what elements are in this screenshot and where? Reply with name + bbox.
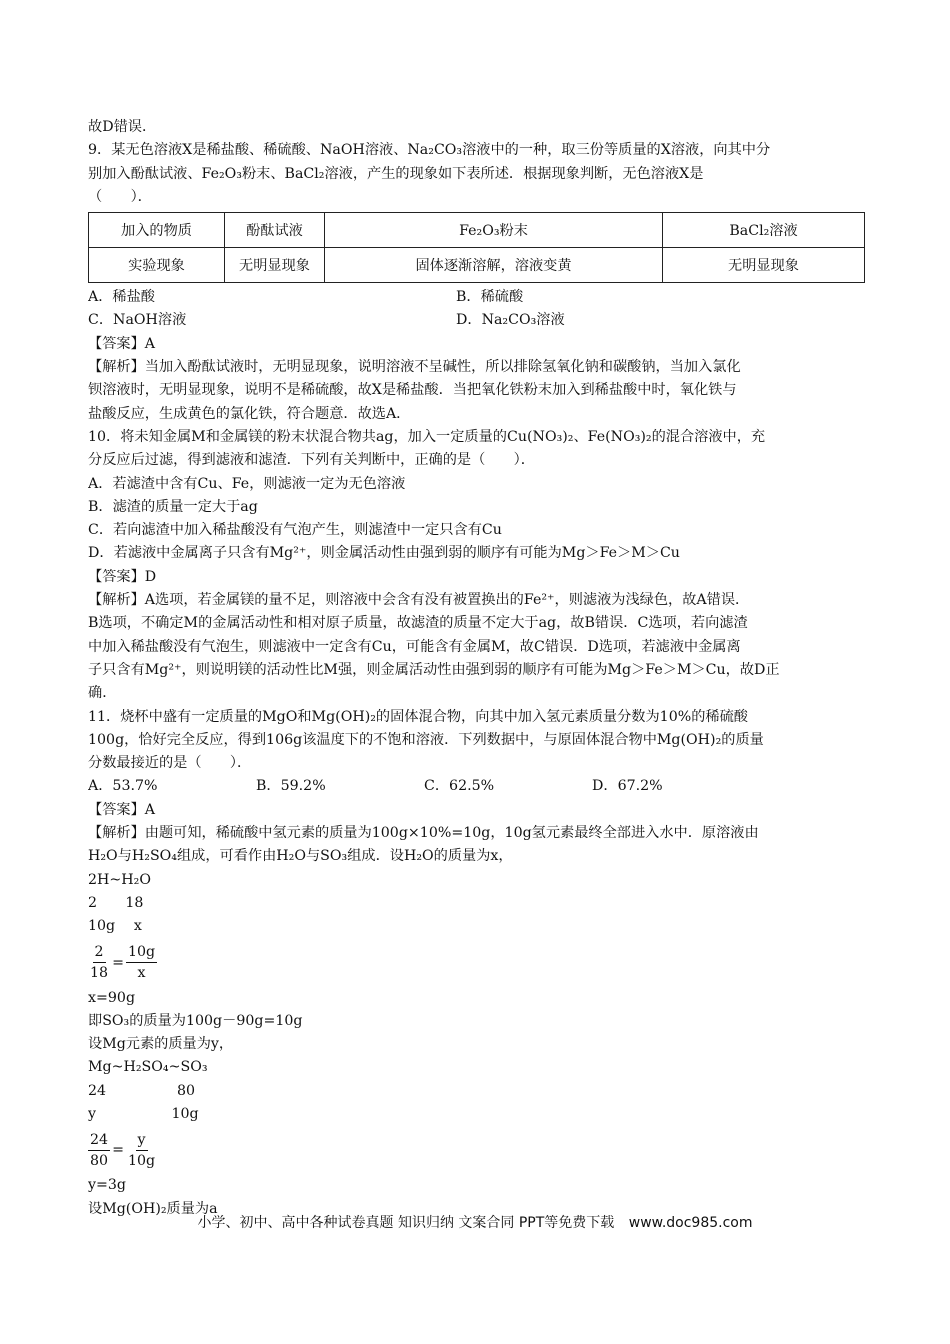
- option-a: A．稀盐酸: [88, 289, 155, 306]
- option-c: C．NaOH溶液: [88, 312, 187, 329]
- table-cell: 无明显现象: [225, 248, 325, 283]
- option-b: B．滤渣的质量一定大于ag: [88, 498, 258, 515]
- table-cell: 无明显现象: [663, 248, 865, 283]
- option-d: D．Na₂CO₃溶液: [456, 312, 565, 329]
- calc-line: 24 80: [88, 1082, 196, 1099]
- fraction-left: [88, 942, 110, 983]
- fraction-equation: [88, 939, 870, 987]
- question-10-stem: 10．将未知金属M和金属镁的粉末状混合物共ag，加入一定质量的Cu(NO₃)₂、Fe(NO₃)₂的混合溶液中，充: [88, 428, 766, 445]
- footer-link[interactable]: www.doc985.com: [628, 1215, 753, 1231]
- calc-line: 2H~H₂O: [88, 871, 151, 888]
- calc-line: y=3g: [88, 1177, 127, 1194]
- denominator: 80: [90, 1152, 109, 1169]
- question-9-stem: 别加入酚酞试液、Fe₂O₃粉末、BaCl₂溶液，产生的现象如下表所述．根据现象判断，无色溶液X是: [88, 165, 704, 182]
- equals-sign: =: [112, 954, 124, 971]
- denominator: 18: [90, 965, 109, 981]
- numerator: y: [136, 1130, 148, 1151]
- option-d: D．67.2%: [592, 778, 663, 795]
- question-9-stem: 9．某无色溶液X是稀盐酸、稀硫酸、NaOH溶液、Na₂CO₃溶液中的一种，取三份等质量的X溶液，向其中分: [88, 142, 771, 159]
- numerator: 24: [88, 1130, 110, 1151]
- observation-table: [88, 212, 865, 283]
- calc-line: 2 18: [88, 894, 144, 911]
- denominator: 10g: [127, 1152, 156, 1169]
- fraction-left: [88, 1130, 110, 1171]
- explanation: 【解析】由题可知，稀硫酸中氢元素的质量为100g×10%=10g，10g氢元素最终全部进入水中．原溶液由: [88, 825, 759, 842]
- table-row: [89, 213, 865, 248]
- explanation: B选项，不确定M的金属活动性和相对原子质量，故滤渣的质量不定大于ag，故B错误．C选项，若向滤渣: [88, 615, 748, 632]
- calc-line: Mg~H₂SO₄~SO₃: [88, 1059, 208, 1076]
- table-cell: 实验现象: [89, 248, 225, 283]
- table-cell: 酚酞试液: [225, 213, 325, 248]
- question-9-stem: （ ）．: [88, 188, 152, 205]
- answer: 【答案】D: [88, 568, 157, 585]
- question-10-stem: 分反应后过滤，得到滤液和滤渣．下列有关判断中，正确的是（ ）．: [88, 452, 535, 469]
- question-11-stem: 100g，恰好完全反应，得到106g该温度下的不饱和溶液．下列数据中，与原固体混合物中Mg(OH)₂的质量: [88, 731, 764, 748]
- table-cell: 加入的物质: [89, 213, 225, 248]
- question-9-options: [88, 309, 870, 332]
- text-line: 故D错误．: [88, 119, 157, 135]
- option-a: A．53.7%: [88, 778, 158, 795]
- question-9-options: [88, 286, 870, 309]
- table-cell: BaCl₂溶液: [663, 213, 865, 248]
- equals-sign: =: [112, 1142, 124, 1159]
- footer-text: 小学、初中、高中各种试卷真题 知识归纳 文案合同 PPT等免费下载: [197, 1215, 615, 1231]
- calc-line: 设Mg(OH)₂质量为a: [88, 1200, 218, 1217]
- explanation: 确．: [88, 685, 117, 702]
- document-content: [88, 116, 870, 1221]
- fraction-equation: [88, 1126, 870, 1174]
- denominator: x: [137, 965, 146, 981]
- answer: 【答案】A: [88, 801, 155, 818]
- explanation: H₂O与H₂SO₄组成，可看作由H₂O与SO₃组成．设H₂O的质量为x，: [88, 848, 513, 865]
- explanation: 【解析】当加入酚酞试液时，无明显现象，说明溶液不呈碱性，所以排除氢氧化钠和碳酸钠，当加入氯化: [88, 359, 741, 376]
- numerator: 2: [93, 942, 106, 963]
- table-cell: Fe₂O₃粉末: [325, 213, 663, 248]
- option-d: D．若滤液中金属离子只含有Mg²⁺，则金属活动性由强到弱的顺序有可能为Mg＞Fe＞M＞Cu: [88, 545, 680, 562]
- option-b: B．稀硫酸: [456, 289, 524, 306]
- fraction-right: [126, 1130, 157, 1171]
- calc-line: 10g x: [88, 918, 142, 935]
- table-cell: 固体逐渐溶解，溶液变黄: [325, 248, 663, 283]
- page-footer: [0, 1212, 950, 1232]
- numerator: 10g: [126, 942, 157, 963]
- explanation: 子只含有Mg²⁺，则说明镁的活动性比M强，则金属活动性由强到弱的顺序有可能为Mg＞Fe＞M＞Cu，故D正: [88, 661, 780, 678]
- explanation: 【解析】A选项，若金属镁的量不足，则溶液中会含有没有被置换出的Fe²⁺，则滤液为浅绿色，故A错误．: [88, 592, 750, 609]
- option-a: A．若滤渣中含有Cu、Fe，则滤液一定为无色溶液: [88, 475, 406, 492]
- explanation: 钡溶液时，无明显现象，说明不是稀硫酸，故X是稀盐酸．当把氧化铁粉末加入到稀盐酸中时，氧化铁与: [88, 382, 737, 399]
- option-c: C．若向滤渣中加入稀盐酸没有气泡产生，则滤渣中一定只含有Cu: [88, 522, 502, 539]
- answer: 【答案】A: [88, 335, 155, 352]
- calc-line: x=90g: [88, 989, 136, 1006]
- explanation: 盐酸反应，生成黄色的氯化铁，符合题意．故选A．: [88, 405, 411, 422]
- calc-line: 设Mg元素的质量为y，: [88, 1036, 234, 1053]
- question-11-options: [88, 775, 870, 798]
- question-11-stem: 分数最接近的是（ ）．: [88, 755, 252, 772]
- question-11-stem: 11．烧杯中盛有一定质量的MgO和Mg(OH)₂的固体混合物，向其中加入氢元素质量分数为10%的稀硫酸: [88, 708, 748, 725]
- calc-line: 即SO₃的质量为100g－90g=10g: [88, 1012, 303, 1029]
- fraction-right: [126, 942, 157, 983]
- table-row: [89, 248, 865, 283]
- option-b: B．59.2%: [256, 778, 326, 795]
- option-c: C．62.5%: [424, 778, 495, 795]
- calc-line: y 10g: [88, 1105, 199, 1122]
- explanation: 中加入稀盐酸没有气泡生，则滤液中一定含有Cu，可能含有金属M，故C错误．D选项，若滤液中金属离: [88, 638, 741, 655]
